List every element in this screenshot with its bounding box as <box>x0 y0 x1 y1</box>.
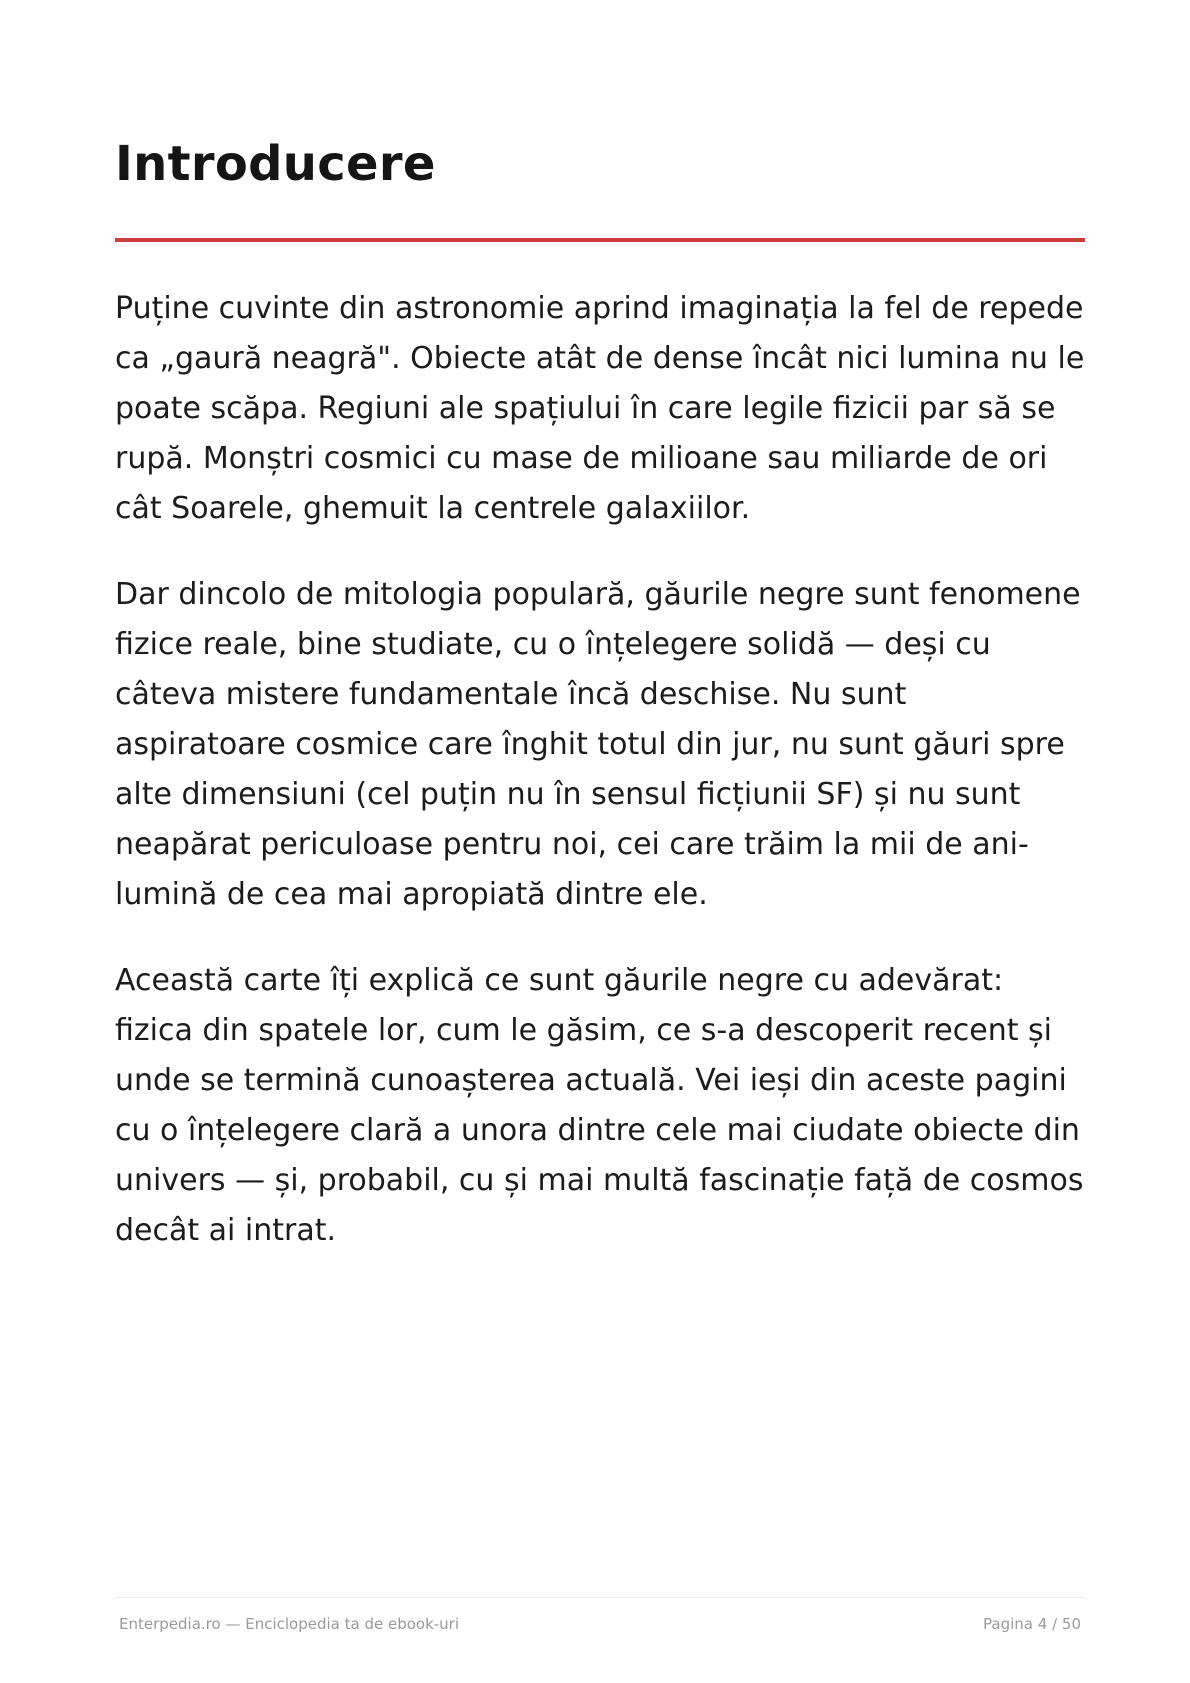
paragraph: Această carte îți explică ce sunt găurile negre cu adevărat: fizica din spatele lor, cum le găsim, ce s-a descoperit recent și unde se termină cunoașterea actuală. Vei ieși din aceste pagini cu o înțelegere clară a unora dintre cele mai ciudate obiecte din univers — și, probabil, cu și mai multă fascinație față de cosmos decât ai intrat. <box>115 963 1084 1248</box>
title-divider <box>115 238 1085 242</box>
page-number: Pagina 4 / 50 <box>983 1615 1081 1633</box>
paragraph: Puține cuvinte din astronomie aprind imaginația la fel de repede ca „gaură neagră". Obiecte atât de dense încât nici lumina nu le poate scăpa. Regiuni ale spațiului în care legile fizicii par să se rupă. Monștri cosmici cu mase de milioane sau miliarde de ori cât Soarele, ghemuit la centrele galaxiilor. <box>115 291 1085 526</box>
footer-site-name: Enterpedia.ro — Enciclopedia ta de ebook-uri <box>119 1615 460 1633</box>
paragraph: Dar dincolo de mitologia populară, găurile negre sunt fenomene fizice reale, bine studiate, cu o înțelegere solidă — deși cu câteva mistere fundamentale încă deschise. Nu sunt aspiratoare cosmice care înghit totul din jur, nu sunt găuri spre alte dimensiuni (cel puțin nu în sensul ficțiunii SF) și nu sunt neapărat periculoase pentru noi, cei care trăim la mii de ani-lumină de cea mai apropiată dintre ele. <box>115 577 1081 912</box>
body-text <box>115 284 1085 1256</box>
page-footer <box>115 1597 1085 1633</box>
page-title: Introducere <box>115 136 436 192</box>
page-content <box>115 128 1085 1292</box>
